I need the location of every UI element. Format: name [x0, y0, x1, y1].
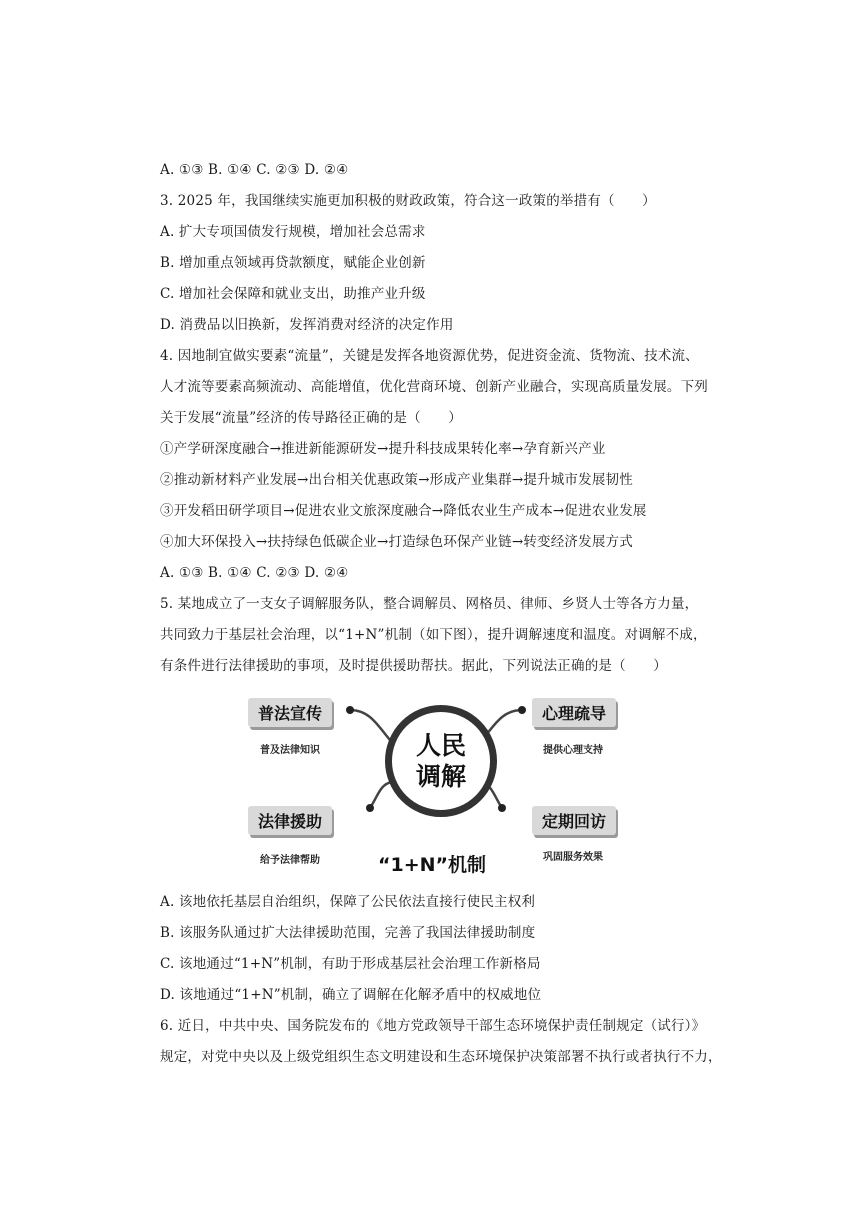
q2-answer-options: A. ①③ B. ①④ C. ②③ D. ②④	[160, 162, 349, 178]
q4-item-3: ③开发稻田研学项目→促进农业文旅深度融合→降低农业生产成本→促进农业发展	[160, 503, 647, 519]
q5-option-c: C. 该地通过“1+N”机制，有助于形成基层社会治理工作新格局	[160, 956, 541, 972]
q4-item-4: ④加大环保投入→扶持绿色低碳企业→打造绿色环保产业链→转变经济发展方式	[160, 534, 633, 550]
node-desc-legal-aid: 给予法律帮助	[260, 855, 320, 866]
q3-option-b: B. 增加重点领域再贷款额度，赋能企业创新	[160, 255, 426, 271]
node-desc-psychological-counseling: 提供心理支持	[543, 745, 603, 756]
node-title-regular-follow-up: 定期回访	[532, 806, 616, 835]
q5-stem-line-1: 5. 某地成立了一支女子调解服务队，整合调解员、网格员、律师、乡贤人士等各方力量，	[160, 596, 699, 612]
node-title-legal-aid: 法律援助	[248, 806, 332, 835]
q3-option-a: A. 扩大专项国债发行规模，增加社会总需求	[160, 224, 426, 240]
q6-stem-line-1: 6. 近日，中共中央、国务院发布的《地方党政领导干部生态环境保护责任制规定（试行）》	[160, 1018, 706, 1034]
q5-stem-line-3: 有条件进行法律援助的事项，及时提供援助帮扶。据此，下列说法正确的是（ ）	[160, 658, 667, 674]
node-desc-legal-publicity: 普及法律知识	[260, 745, 320, 756]
q4-stem-line-3: 关于发展“流量”经济的传导路径正确的是（ ）	[160, 410, 462, 426]
q4-stem-line-2: 人才流等要素高频流动、高能增值，优化营商环境、创新产业融合，实现高质量发展。下列	[160, 379, 708, 395]
q3-option-c: C. 增加社会保障和就业支出，助推产业升级	[160, 286, 426, 302]
node-title-legal-publicity: 普法宣传	[248, 698, 332, 727]
mediation-mechanism-diagram	[240, 688, 632, 876]
q4-item-2: ②推动新材料产业发展→出台相关优惠政策→形成产业集群→提升城市发展韧性	[160, 472, 633, 488]
q4-stem-line-1: 4. 因地制宜做实要素“流量”，关键是发挥各地资源优势，促进资金流、货物流、技术流、	[160, 348, 699, 364]
q5-option-b: B. 该服务队通过扩大法律援助范围，完善了我国法律援助制度	[160, 925, 536, 941]
q3-option-d: D. 消费品以旧换新，发挥消费对经济的决定作用	[160, 317, 454, 333]
q5-option-d: D. 该地通过“1+N”机制，确立了调解在化解矛盾中的权威地位	[160, 987, 542, 1003]
q6-stem-line-2: 规定，对党中央以及上级党组织生态文明建设和生态环境保护决策部署不执行或者执行不力，	[160, 1049, 722, 1065]
q3-stem: 3. 2025 年，我国继续实施更加积极的财政政策，符合这一政策的举措有（ ）	[160, 193, 656, 209]
q4-item-1: ①产学研深度融合→推进新能源研发→提升科技成果转化率→孕育新兴产业	[160, 441, 606, 457]
q4-answer-options: A. ①③ B. ①④ C. ②③ D. ②④	[160, 565, 349, 581]
node-title-psychological-counseling: 心理疏导	[532, 698, 616, 727]
node-desc-regular-follow-up: 巩固服务效果	[543, 852, 603, 863]
q5-stem-line-2: 共同致力于基层社会治理，以“1+N”机制（如下图），提升调解速度和温度。对调解不成，	[160, 627, 707, 643]
diagram-caption: “1+N”机制	[378, 854, 487, 876]
q5-option-a: A. 该地依托基层自治组织，保障了公民依法直接行使民主权利	[160, 894, 536, 910]
center-label-people-mediation: 人民 调解	[385, 705, 497, 817]
